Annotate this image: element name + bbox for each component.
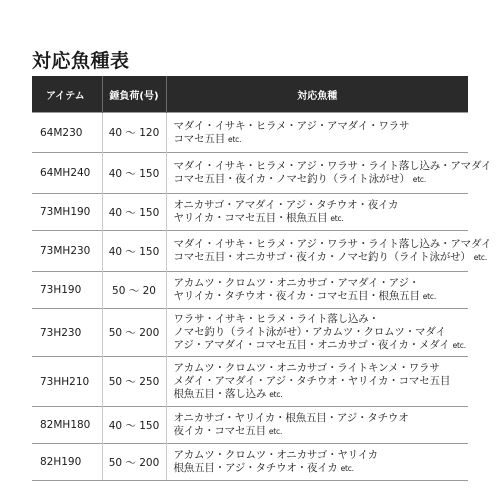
table-row (32, 153, 468, 194)
fish-cell (166, 309, 468, 357)
header-fish: 対応魚種 (166, 76, 468, 113)
fish-line-last (174, 290, 469, 303)
table-row (32, 444, 468, 481)
fish-cell (166, 444, 468, 481)
model-cell: 73H190 (32, 272, 102, 309)
weight-cell: 50 ～ 250 (102, 357, 166, 407)
etc-label: etc. (412, 175, 427, 184)
fish-line: ワラサ・イサキ・ヒラメ・ライト落し込み・ (173, 313, 379, 325)
etc-label: etc. (228, 134, 242, 144)
fish-line-text: 根魚五目・アジ・タチウオ・夜イカ (173, 462, 338, 474)
etc-label: etc. (422, 292, 437, 301)
table-row (32, 231, 468, 272)
etc-label: etc. (473, 253, 487, 262)
model-cell: 73MH230 (32, 231, 102, 272)
model-cell: 64MH240 (32, 153, 102, 194)
fish-line-text: コマセ五目・オニカサゴ・夜イカ・ノマセ釣り（ライト泳がせ） (173, 251, 471, 263)
fish-line: ノマセ釣り（ライト泳がせ）・アカムツ・クロムツ・マダイ (173, 326, 446, 338)
weight-cell: 40 ～ 120 (102, 113, 166, 153)
model-cell: 73H230 (32, 309, 102, 357)
fish-line-text: 根魚五目・落し込み (173, 388, 267, 400)
table-header-row (32, 76, 468, 113)
model-cell: 73HH210 (32, 357, 102, 407)
fish-line-last (174, 425, 469, 438)
fish-line: メダイ・アマダイ・アジ・タチウオ・ヤリイカ・コマセ五目 (173, 375, 451, 387)
weight-cell: 40 ～ 150 (102, 231, 166, 272)
etc-label: etc. (330, 214, 344, 223)
fish-line-text: ヤリイカ・コマセ五目・根魚五目 (173, 212, 328, 224)
weight-cell: 50 ～ 200 (102, 444, 166, 481)
fish-line: アカムツ・クロムツ・オニカサゴ・ライトキンメ・ワラサ (173, 362, 440, 374)
fish-line: マダイ・イサキ・ヒラメ・アジ・ワラサ・ライト落し込み・アマダイ (173, 160, 492, 172)
etc-label: etc. (340, 464, 354, 473)
table-row (32, 309, 468, 357)
fish-line: オニカサゴ・アマダイ・アジ・タチウオ・夜イカ (173, 199, 399, 211)
fish-line: アカムツ・クロムツ・オニカサゴ・ヤリイカ (173, 449, 378, 461)
table-row (32, 357, 468, 407)
header-item: アイテム (32, 76, 102, 113)
fish-line-text: コマセ五目・夜イカ・ノマセ釣り（ライト泳がせ） (173, 173, 410, 185)
fish-line: マダイ・イサキ・ヒラメ・アジ・ワラサ・ライト落し込み・アマダイ (173, 238, 492, 250)
weight-cell: 40 ～ 150 (102, 194, 166, 231)
fish-cell (166, 357, 468, 407)
fish-cell (166, 231, 492, 272)
table-row (32, 194, 468, 231)
weight-cell: 50 ～ 200 (102, 309, 166, 357)
fish-line-last (174, 462, 469, 475)
table-row (32, 272, 468, 309)
fish-line-text: ヤリイカ・タチウオ・夜イカ・コマセ五目・根魚五目 (173, 290, 420, 302)
table-row (32, 407, 468, 444)
fish-cell (166, 272, 468, 309)
page-title: 対応魚種表 (32, 50, 130, 72)
weight-cell: 40 ～ 150 (102, 407, 166, 444)
fish-cell (166, 153, 492, 194)
fish-line-text: アジ・アマダイ・コマセ五目・オニカサゴ・夜イカ・メダイ (173, 339, 450, 351)
fish-line-last (174, 212, 469, 225)
fish-line-last (174, 173, 469, 186)
fish-compatibility-table (32, 76, 492, 481)
table-row (32, 113, 468, 153)
fish-line-last (173, 251, 487, 264)
model-cell: 82H190 (32, 444, 102, 481)
weight-cell: 40 ～ 150 (102, 153, 166, 194)
etc-label: etc. (269, 390, 283, 399)
weight-cell: 50 ～ 20 (102, 272, 166, 309)
etc-label: etc. (452, 341, 466, 350)
fish-line: オニカサゴ・ヤリイカ・根魚五目・アジ・タチウオ (173, 412, 409, 424)
fish-cell (166, 113, 468, 153)
fish-line-last (174, 339, 469, 352)
model-cell: 73MH190 (32, 194, 102, 231)
model-cell: 64M230 (32, 113, 102, 153)
fish-cell (166, 194, 468, 231)
fish-line: アカムツ・クロムツ・オニカサゴ・アマダイ・アジ・ (173, 277, 420, 289)
fish-line-last (174, 133, 469, 146)
fish-cell (166, 407, 468, 444)
fish-line-text: 夜イカ・コマセ五目 (173, 425, 266, 437)
header-weight: 錘負荷(号) (102, 76, 166, 113)
fish-line-text: コマセ五目 (173, 132, 225, 145)
fish-line-last (174, 388, 469, 401)
etc-label: etc. (268, 427, 283, 436)
model-cell: 82MH180 (32, 407, 102, 444)
fish-line: マダイ・イサキ・ヒラメ・アジ・アマダイ・ワラサ (173, 119, 410, 132)
